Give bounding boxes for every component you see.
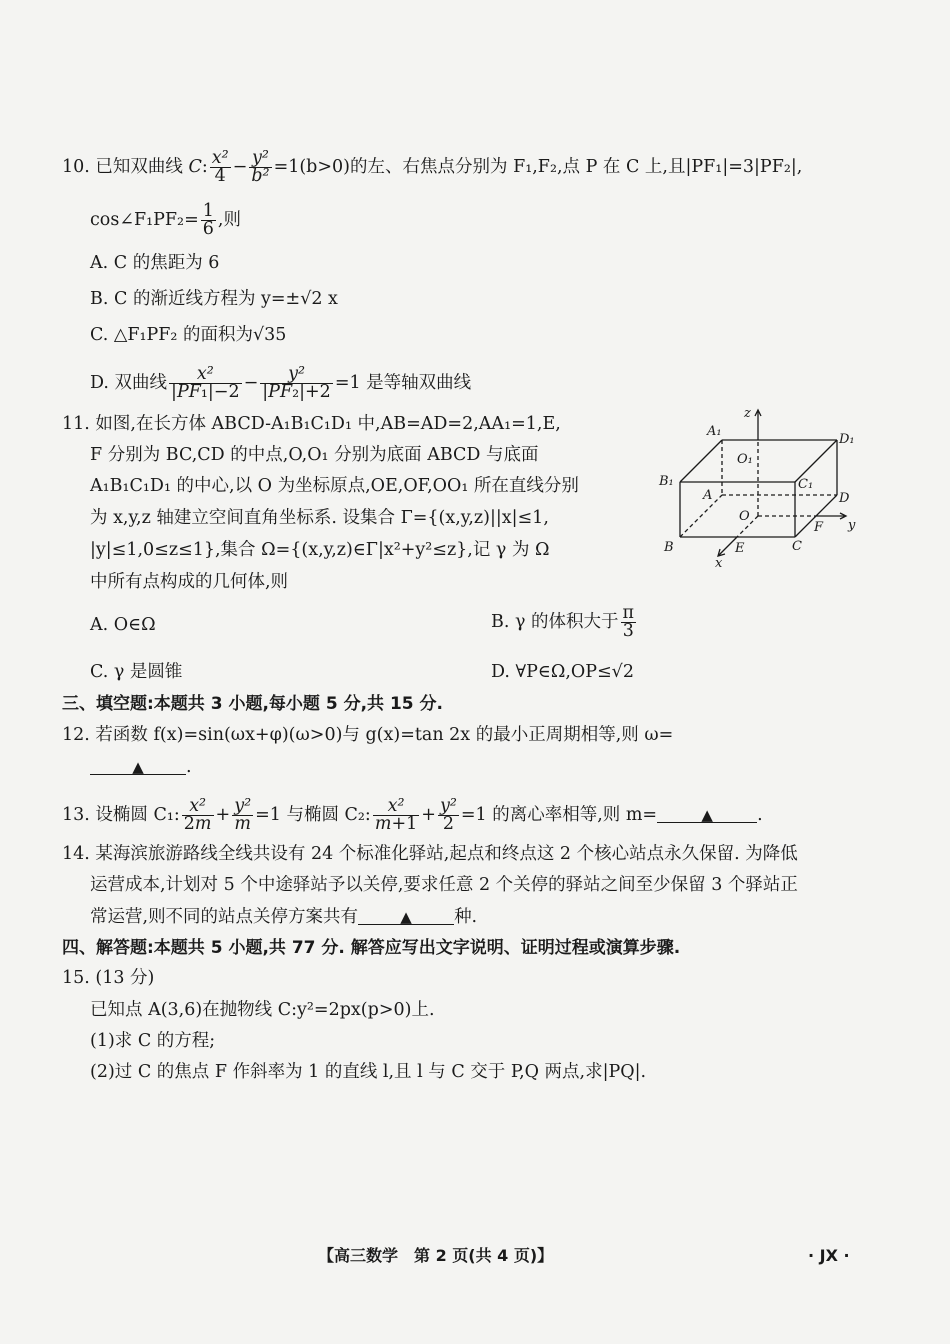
q11-line2: F 分别为 BC,CD 的中点,O,O₁ 分别为底面 ABCD 与底面	[90, 445, 539, 465]
q10-option-c: C. △F₁PF₂ 的面积为√35	[90, 325, 287, 345]
section-4-heading: 四、解答题:本题共 5 小题,共 77 分. 解答应写出文字说明、证明过程或演算步骤.	[62, 938, 681, 958]
fraction-y2-over-m: $\frac{\text{y²}}{m}$	[234, 796, 252, 834]
q11-option-b: B. γ 的体积大于 $\frac{\pi}{3}$	[491, 603, 635, 641]
q12-answer-line: ▲ .	[90, 756, 192, 778]
label-c1: C₁	[798, 477, 814, 492]
q15-part1: (1)求 C 的方程;	[90, 1031, 216, 1051]
q11-line3: A₁B₁C₁D₁ 的中心,以 O 为坐标原点,OE,OF,OO₁ 所在直线分别	[90, 476, 579, 496]
fraction-y2-over-2: $\frac{\text{y²}}{2}$	[439, 796, 457, 834]
section-3-heading: 三、填空题:本题共 3 小题,每小题 5 分,共 15 分.	[62, 694, 443, 714]
q14-line3: 常运营,则不同的站点关停方案共有 ▲ 种.	[90, 907, 478, 927]
label-y: y	[848, 518, 856, 533]
q12-blank[interactable]: ▲	[90, 756, 186, 775]
fraction-x2-over-2m: $\frac{\text{x²}}{2m}$	[183, 796, 212, 834]
fraction-x2-over-m-plus-1: $\frac{\text{x²}}{m+1}$	[374, 796, 418, 834]
q10-option-d: D. 双曲线 $\frac{\text{x²}}{\text{|PF₁|−2}}$ − $\frac{\text{y²}}{\text{|PF₂|+2}}$ =1 是等轴双曲线	[90, 364, 472, 402]
q11-option-d: D. ∀P∈Ω,OP≤√2	[491, 662, 634, 682]
label-d1: D₁	[839, 432, 855, 447]
edge-ba	[680, 495, 722, 537]
edge-b1a1	[680, 440, 722, 482]
label-a1: A₁	[707, 424, 722, 439]
q14-line1: 14. 某海滨旅游路线全线共设有 24 个标准化驿站,起点和终点这 2 个核心站点永久保留. 为降低	[62, 844, 798, 864]
footer-code: · JX ·	[808, 1246, 850, 1265]
fraction-x2-over-4: $\frac{\text{x²}}{4}$	[211, 148, 229, 186]
label-d: D	[839, 491, 850, 506]
q12-stem: 12. 若函数 f(x)=sin(ωx+φ)(ω>0)与 g(x)=tan 2x 的最小正周期相等,则 ω=	[62, 725, 674, 745]
label-o: O	[739, 509, 750, 524]
q10-option-a: A. C 的焦距为 6	[90, 253, 220, 273]
q14-blank[interactable]: ▲	[358, 906, 454, 925]
fraction-x2-over-pf1-minus-2: $\frac{\text{x²}}{\text{|PF₁|−2}}$	[171, 364, 240, 402]
q15-part2: (2)过 C 的焦点 F 作斜率为 1 的直线 l,且 l 与 C 交于 P,Q 两点,求|PQ|.	[90, 1062, 647, 1082]
fraction-y2-over-pf2-plus-2: $\frac{\text{y²}}{\text{|PF₂|+2}}$	[262, 364, 331, 402]
label-e: E	[735, 541, 745, 556]
q11-line1: 11. 如图,在长方体 ABCD-A₁B₁C₁D₁ 中,AB=AD=2,AA₁=1,E,	[62, 414, 561, 434]
label-o1: O₁	[737, 452, 753, 467]
label-b1: B₁	[659, 474, 674, 489]
q13-blank[interactable]: ▲	[657, 804, 757, 823]
q10-option-b: B. C 的渐近线方程为 y=±√2 x	[90, 289, 338, 309]
q14-line2: 运营成本,计划对 5 个中途驿站予以关停,要求任意 2 个关停的驿站之间至少保留 3 个驿站正	[90, 875, 798, 895]
label-z: z	[744, 406, 751, 421]
q10-stem-line1: 10. 已知双曲线 C: $\frac{\text{x²}}{4}$ − $\frac{\text{y²}}{\text{b²}}$ =1(b>0)的左、右焦点分别为 F₁,F₂,点 P 在 C 上,且|PF₁|=3|PF₂|,	[62, 148, 803, 186]
q11-line5: |y|≤1,0≤z≤1},集合 Ω={(x,y,z)∈Γ|x²+y²≤z},记 γ 为 Ω	[90, 540, 550, 560]
page-footer: 【高三数学 第 2 页(共 4 页)】	[318, 1246, 554, 1265]
label-b: B	[664, 540, 674, 555]
label-x: x	[715, 556, 723, 571]
label-f: F	[814, 520, 824, 535]
label-a: A	[703, 488, 713, 503]
q10-stem-line2: cos∠F₁PF₂= $\frac{1}{6}$ ,则	[90, 201, 241, 239]
q15-line1: 已知点 A(3,6)在抛物线 C:y²=2px(p>0)上.	[90, 1000, 435, 1020]
q15-heading: 15. (13 分)	[62, 968, 155, 988]
fraction-1-over-6: $\frac{1}{6}$	[202, 201, 214, 239]
fraction-pi-over-3: $\frac{\pi}{3}$	[622, 603, 635, 641]
q11-line6: 中所有点构成的几何体,则	[90, 572, 289, 592]
cuboid-figure	[655, 405, 870, 575]
q11-option-c: C. γ 是圆锥	[90, 662, 183, 682]
label-c: C	[792, 539, 802, 554]
q13-stem: 13. 设椭圆 C₁: $\frac{\text{x²}}{2m}$ + $\frac{\text{y²}}{m}$ =1 与椭圆 C₂: $\frac{\text{x²}}{m+1}$ + $\frac{\text{y²}}{2}$ =1 的离心率相等,则 m= ▲ .	[62, 796, 763, 834]
edge-c1d1	[795, 440, 837, 482]
q11-line4: 为 x,y,z 轴建立空间直角坐标系. 设集合 Γ={(x,y,z)||x|≤1,	[90, 508, 549, 528]
fraction-y2-over-b2: $\frac{\text{y²}}{\text{b²}}$	[251, 148, 270, 186]
q11-option-a: A. O∈Ω	[90, 615, 156, 635]
